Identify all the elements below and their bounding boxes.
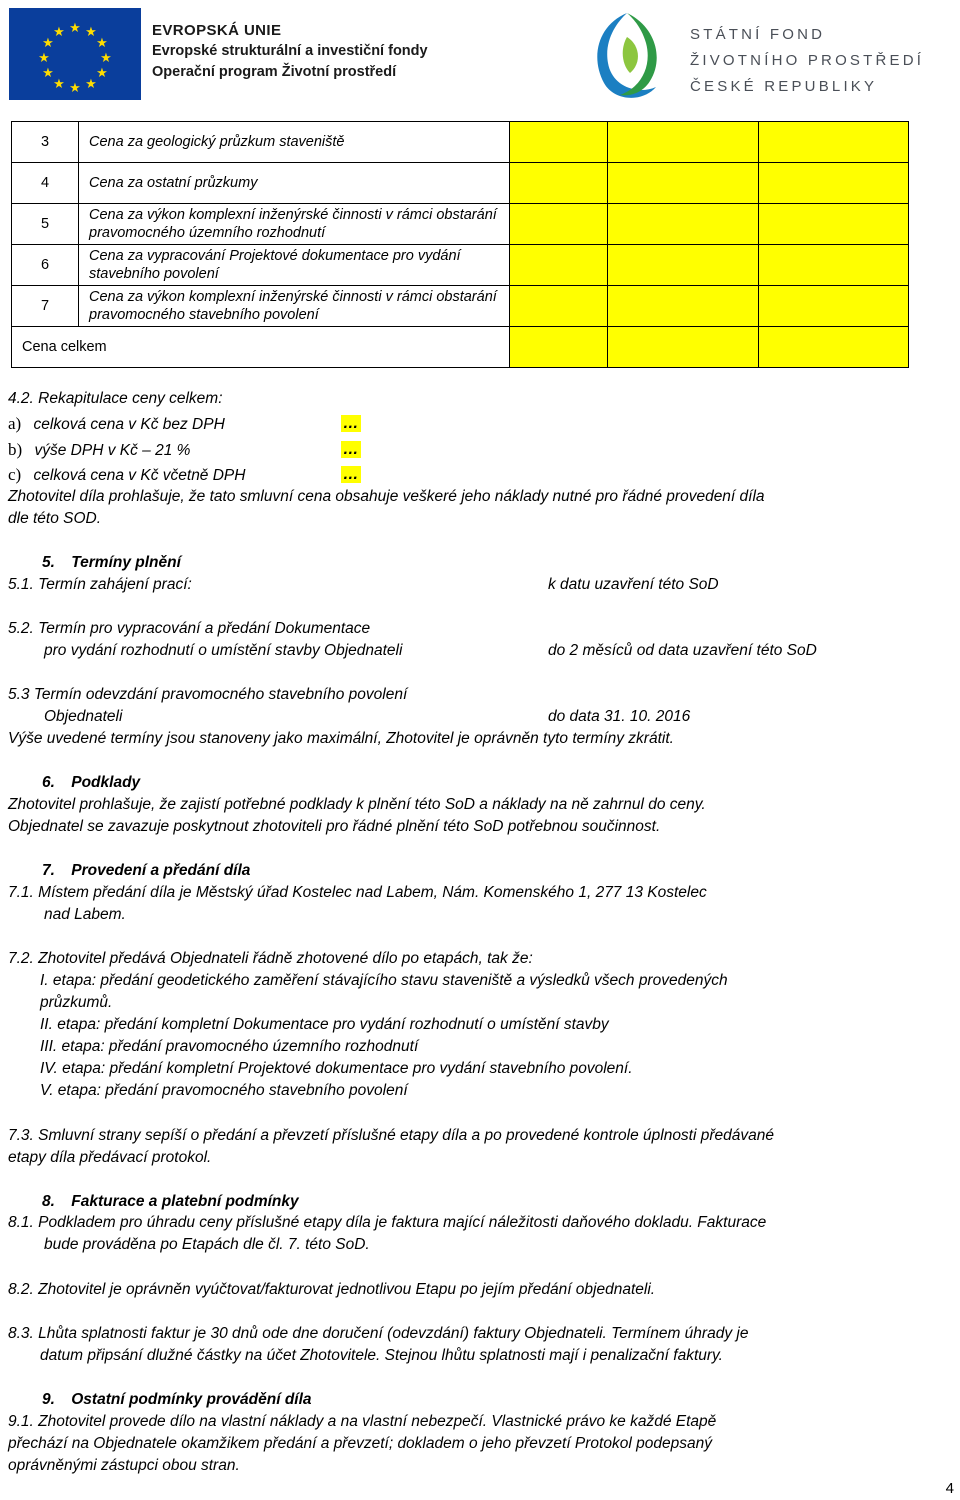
recap-a-text: celková cena v Kč bez DPH	[33, 416, 225, 433]
stage-1-line-2: průzkumů.	[40, 994, 113, 1011]
clause-8-1-line-2: bude prováděna po Etapách dle čl. 7. této SoD.	[44, 1236, 370, 1253]
clause-7-2: 7.2. Zhotovitel předává Objednateli řádně zhotovené dílo po etapách, tak že:	[8, 950, 533, 967]
term-5-3-label-2: Objednateli	[44, 708, 123, 725]
section-9-number: 9.	[42, 1391, 55, 1408]
section-8-number: 8.	[42, 1193, 55, 1210]
recap-heading: 4.2. Rekapitulace ceny celkem:	[8, 390, 223, 407]
row-number: 7	[12, 286, 79, 327]
clause-7-1-line-1: 7.1. Místem předání díla je Městský úřad Kostelec nad Labem, Nám. Komenského 1, 277 13 Kostelec	[8, 884, 707, 901]
svg-text:★: ★	[100, 51, 112, 66]
row-description: Cena za geologický průzkum staveniště	[79, 122, 510, 163]
section-6-heading	[42, 773, 140, 793]
price-cell	[608, 286, 759, 327]
section-6-title: Podklady	[71, 774, 141, 791]
total-label: Cena celkem	[12, 327, 510, 368]
row-number: 6	[12, 245, 79, 286]
page-number: 4	[945, 1480, 954, 1497]
eu-stars-icon	[9, 8, 141, 100]
price-cell	[510, 163, 608, 204]
row-description: Cena za výkon komplexní inženýrské činnosti v rámci obstarání pravomocného územního rozhodnutí	[79, 204, 510, 245]
eu-flag-logo	[9, 8, 141, 100]
price-cell	[510, 204, 608, 245]
price-cell	[510, 286, 608, 327]
recap-statement-1: Zhotovitel díla prohlašuje, že tato smluvní cena obsahuje veškeré jeho náklady nutné pro řádné provedení díla	[8, 488, 765, 505]
term-5-2-label-1: 5.2. Termín pro vypracování a předání Dokumentace	[8, 620, 371, 637]
table-row	[12, 122, 909, 163]
term-5-2-label-2: pro vydání rozhodnutí o umístění stavby Objednateli	[44, 642, 403, 659]
clause-7-3-line-2: etapy díla předávací protokol.	[8, 1149, 212, 1166]
stage-5: V. etapa: předání pravomocného stavebního povolení	[40, 1082, 408, 1099]
table-row	[12, 163, 909, 204]
stage-2: II. etapa: předání kompletní Dokumentace pro vydání rozhodnutí o umístění stavby	[40, 1016, 609, 1033]
sfzp-line-3: ČESKÉ REPUBLIKY	[690, 78, 878, 95]
section-5-number: 5.	[42, 554, 55, 571]
section-6-line-1: Zhotovitel prohlašuje, že zajistí potřebné podklady k plnění této SoD a náklady na ně zahrnul do ceny.	[8, 796, 706, 813]
svg-text:★: ★	[85, 25, 97, 40]
term-5-2-value: do 2 měsíců od data uzavření této SoD	[548, 642, 817, 659]
sfzp-leaf-logo-icon	[586, 7, 668, 107]
row-number: 3	[12, 122, 79, 163]
total-price-cell	[608, 327, 759, 368]
section-6-number: 6.	[42, 774, 55, 791]
price-cell	[759, 245, 909, 286]
table-row	[12, 245, 909, 286]
sfzp-logo-text	[690, 22, 924, 100]
svg-text:★: ★	[53, 25, 65, 40]
term-5-1-value: k datu uzavření této SoD	[548, 576, 719, 593]
recap-line-c	[8, 465, 245, 486]
recap-line-a	[8, 414, 225, 435]
price-cell	[759, 122, 909, 163]
price-cell	[608, 122, 759, 163]
stage-3: III. etapa: předání pravomocného územního rozhodnutí	[40, 1038, 419, 1055]
clause-8-2: 8.2. Zhotovitel je oprávněn vyúčtovat/fakturovat jednotlivou Etapu po jejím předání objednateli.	[8, 1281, 656, 1298]
row-description: Cena za výkon komplexní inženýrské činnosti v rámci obstarání pravomocného stavebního povolení	[79, 286, 510, 327]
price-cell	[759, 286, 909, 327]
section-8-heading	[42, 1192, 299, 1212]
recap-c-letter: c)	[8, 465, 22, 484]
svg-text:★: ★	[38, 51, 50, 66]
section-9-title: Ostatní podmínky provádění díla	[71, 1391, 312, 1408]
term-5-1-label: 5.1. Termín zahájení prací:	[8, 576, 192, 593]
clause-9-1-line-3: oprávněnými zástupci obou stran.	[8, 1457, 240, 1474]
price-cell	[510, 245, 608, 286]
price-cell	[759, 204, 909, 245]
eu-title: EVROPSKÁ UNIE	[152, 22, 282, 39]
section-5-heading	[42, 553, 181, 573]
clause-8-3-line-1: 8.3. Lhůta splatnosti faktur je 30 dnů ode dne doručení (odevzdání) faktury Objednateli. Termínem úhrady je	[8, 1325, 749, 1342]
clause-8-1-line-1: 8.1. Podkladem pro úhradu ceny příslušné etapy díla je faktura mající náležitosti daňového dokladu. Fakturace	[8, 1214, 767, 1231]
price-cell	[608, 163, 759, 204]
section-8-title: Fakturace a platební podmínky	[71, 1193, 299, 1210]
svg-text:★: ★	[69, 21, 81, 36]
eu-logo-text	[152, 20, 428, 83]
price-table	[11, 121, 909, 368]
recap-statement-2: dle této SOD.	[8, 510, 102, 527]
total-price-cell	[759, 327, 909, 368]
svg-text:★: ★	[42, 66, 54, 81]
clause-7-3-line-1: 7.3. Smluvní strany sepíší o předání a převzetí příslušné etapy díla a po provedené kontrole úplnosti předávané	[8, 1127, 774, 1144]
terms-note: Výše uvedené termíny jsou stanoveny jako maximální, Zhotovitel je oprávněn tyto termíny zkrátit.	[8, 730, 674, 747]
stage-4: IV. etapa: předání kompletní Projektové dokumentace pro vydání stavebního povolení.	[40, 1060, 633, 1077]
section-7-heading	[42, 861, 250, 881]
sfzp-line-1: STÁTNÍ FOND	[690, 26, 826, 43]
price-cell	[510, 122, 608, 163]
total-price-cell	[510, 327, 608, 368]
section-7-title: Provedení a předání díla	[71, 862, 251, 879]
page-header	[0, 0, 960, 110]
row-description: Cena za vypracování Projektové dokumentace pro vydání stavebního povolení	[79, 245, 510, 286]
section-9-heading	[42, 1390, 312, 1410]
recap-line-b	[8, 440, 190, 461]
clause-7-1-line-2: nad Labem.	[44, 906, 126, 923]
placeholder-value: …	[343, 415, 359, 432]
svg-text:★: ★	[69, 81, 81, 96]
term-5-3-value: do data 31. 10. 2016	[548, 708, 691, 725]
recap-a-letter: a)	[8, 414, 22, 433]
recap-c-placeholder	[341, 465, 361, 485]
eu-subtitle-2: Operační program Životní prostředí	[152, 64, 397, 80]
svg-text:★: ★	[85, 77, 97, 92]
table-row	[12, 204, 909, 245]
recap-b-placeholder	[341, 440, 361, 460]
section-7-number: 7.	[42, 862, 55, 879]
svg-text:★: ★	[96, 66, 108, 81]
placeholder-value: …	[343, 441, 359, 458]
term-5-3-label-1: 5.3 Termín odevzdání pravomocného stavebního povolení	[8, 686, 408, 703]
row-number: 5	[12, 204, 79, 245]
svg-text:★: ★	[53, 77, 65, 92]
recap-b-text: výše DPH v Kč – 21 %	[34, 442, 191, 459]
placeholder-value: …	[343, 466, 359, 483]
price-cell	[759, 163, 909, 204]
table-total-row	[12, 327, 909, 368]
row-description: Cena za ostatní průzkumy	[79, 163, 510, 204]
row-number: 4	[12, 163, 79, 204]
recap-c-text: celková cena v Kč včetně DPH	[33, 467, 246, 484]
stage-1-line-1: I. etapa: předání geodetického zaměření stávajícího stavu staveniště a výsledků všech provedených	[40, 972, 728, 989]
sfzp-line-2: ŽIVOTNÍHO PROSTŘEDÍ	[690, 52, 925, 69]
eu-subtitle-1: Evropské strukturální a investiční fondy	[152, 43, 428, 59]
clause-9-1-line-1: 9.1. Zhotovitel provede dílo na vlastní náklady a na vlastní nebezpečí. Vlastnické právo ke každé Etapě	[8, 1413, 717, 1430]
svg-text:★: ★	[42, 36, 54, 51]
table-row	[12, 286, 909, 327]
clause-9-1-line-2: přechází na Objednatele okamžikem předání a převzetí; dokladem o jeho převzetí Protokol podepsaný	[8, 1435, 712, 1452]
recap-a-placeholder	[341, 414, 361, 434]
svg-text:★: ★	[96, 36, 108, 51]
price-cell	[608, 245, 759, 286]
price-cell	[608, 204, 759, 245]
section-5-title: Termíny plnění	[71, 554, 181, 571]
clause-8-3-line-2: datum připsání dlužné částky na účet Zhotovitele. Stejnou lhůtu splatnosti mají i penalizační faktury.	[40, 1347, 723, 1364]
recap-b-letter: b)	[8, 440, 23, 459]
section-6-line-2: Objednatel se zavazuje poskytnout zhotoviteli pro řádné plnění této SoD potřebnou součinnost.	[8, 818, 661, 835]
